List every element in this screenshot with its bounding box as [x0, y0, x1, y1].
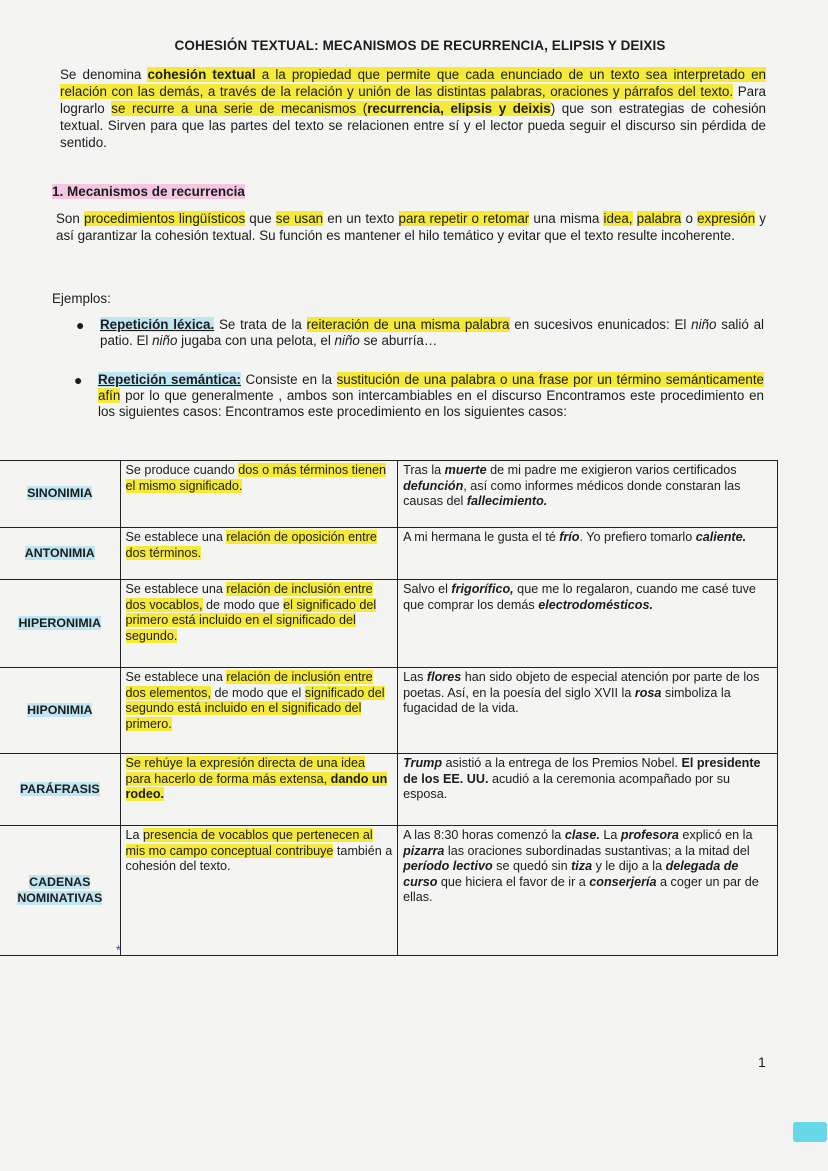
definition-cell [120, 580, 398, 668]
ex-keyword: tiza [571, 859, 593, 873]
table-row [0, 668, 778, 754]
ex-text: Salvo el [403, 582, 452, 596]
recur-highlight: idea, [603, 211, 633, 226]
bullet-text: jugaba con una pelota, el [177, 333, 335, 348]
recur-text: o [681, 211, 698, 226]
ex-text: a coger un par de ellas. [403, 874, 759, 904]
example-cell [398, 826, 778, 956]
row-label-cadenas-nominativas [0, 826, 120, 956]
ex-keyword: frío [559, 530, 580, 544]
def-highlight: presencia de vocablos que pertenecen al mis mo campo conceptual contribuye [125, 828, 373, 858]
definition-cell [120, 461, 398, 528]
bullet-semantic-repetition [74, 372, 764, 420]
def-highlight-bold: dando un rodeo. [125, 771, 388, 801]
def-text: Se establece una [125, 670, 227, 684]
def-highlight: relación de oposición entre dos términos. [125, 530, 377, 560]
definition-cell [120, 668, 398, 754]
def-highlight: dos o más términos tienen el mismo significado. [125, 463, 386, 493]
page-number: 1 [758, 1054, 766, 1070]
def-highlight: relación de inclusión entre dos vocablos, [125, 582, 373, 612]
def-text: Se produce cuando [125, 463, 239, 477]
ex-keyword: clase. [564, 828, 600, 842]
ex-text: A mi hermana le gusta el té [403, 530, 560, 544]
bullet-text: salió al patio. El [100, 317, 765, 348]
bullet-text: en sucesivos enunicados: El [509, 317, 692, 332]
row-label-text: ANTONIMIA [24, 545, 95, 560]
recur-highlight: palabra [636, 211, 682, 226]
bullet-italic: niño [334, 333, 360, 348]
ex-text: Las [403, 670, 427, 684]
bullet-dot-icon: ● [74, 372, 83, 388]
row-label-parafrasis [0, 754, 120, 826]
intro-text: Para lograrlo [60, 84, 766, 116]
row-label-text: PARÁFRASIS [19, 781, 100, 796]
ex-keyword: profesora [620, 828, 679, 842]
table-row [0, 826, 778, 956]
ex-text: La [599, 828, 621, 842]
ex-text: que me lo regalaron, cuando me casé tuve que comprar los demás [403, 582, 756, 612]
bullet-lexical-repetition [76, 317, 765, 349]
bullet-highlight: sustitución de una palabra o una frase por un término semánticamente afín [98, 372, 764, 403]
def-text: de modo que [202, 597, 284, 612]
intro-text: ) que son estrategias de cohesión textual. Sirven para que las partes del texto se relacionen entre sí y el lector pueda seguir el discurso sin pérdida de sentido. [60, 101, 766, 150]
intro-highlight: se recurre a una serie de mecanismos ( [111, 101, 368, 116]
bullet-text: Consiste en la [240, 372, 337, 387]
ex-keyword: conserjería [589, 874, 657, 889]
ex-keyword: caliente. [695, 530, 747, 544]
def-text: La [125, 828, 144, 842]
definition-cell [120, 754, 398, 826]
ex-keyword: pizarra [403, 843, 445, 858]
bullet-text: Se trata de la [214, 317, 307, 332]
row-label-text: NOMINATIVAS [17, 890, 103, 905]
definition-cell [120, 826, 398, 956]
bullet-italic: niño [691, 317, 717, 332]
definition-cell [120, 528, 398, 580]
ex-text: , así como informes médicos donde constaran las causas del [403, 478, 741, 508]
intro-paragraph [60, 66, 766, 151]
recur-text: Son [56, 211, 84, 226]
recur-text: y así garantizar la cohesión textual. Su función es mantener el hilo temático y evitar que el texto resulte incoherente. [56, 211, 766, 243]
ex-keyword: defunción [403, 478, 464, 493]
row-label-sinonimia [0, 461, 120, 528]
example-cell [398, 580, 778, 668]
recur-highlight: se usan [275, 211, 324, 226]
ex-text: . Yo prefiero tomarlo [579, 530, 696, 544]
ex-keyword: rosa [634, 685, 662, 700]
recurrence-paragraph [56, 210, 766, 244]
ex-text: y le dijo a la [592, 859, 666, 873]
ex-keyword-bold: El presidente de los EE. UU. [403, 756, 761, 786]
ex-text: han sido objeto de especial atención por parte de los poetas. Así, en la poesía del siglo XVII la [403, 670, 760, 700]
row-label-text: HIPONIMIA [27, 702, 93, 717]
intro-highlight-term: cohesión textual [147, 67, 256, 82]
def-text: Se establece una [125, 530, 227, 544]
ex-keyword: flores [426, 670, 462, 684]
def-highlight: el significado del primero está incluido en el significado del segundo. [125, 597, 377, 643]
def-text: también a cohesión del texto. [125, 843, 393, 873]
bullet-term: Repetición semántica: [98, 372, 241, 387]
bullet-italic: niño [152, 333, 178, 348]
intro-highlight-mechanisms: recurrencia, elipsis y deixis [367, 101, 551, 116]
ex-keyword: electrodomésticos. [538, 597, 653, 612]
example-cell [398, 668, 778, 754]
ex-text: las oraciones subordinadas sustantivas; a la mitad del [444, 843, 750, 858]
def-highlight: Se rehúye la expresión directa de una idea para hacerlo de forma más extensa, [125, 756, 365, 786]
section-heading-text: 1. Mecanismos de recurrencia [52, 184, 245, 199]
mechanisms-table [0, 460, 778, 956]
recur-text: una misma [529, 211, 604, 226]
ex-keyword: muerte [444, 463, 487, 477]
ex-text: que hiciera el favor de ir a [437, 874, 590, 889]
recur-text: en un texto [323, 211, 399, 226]
intro-text: Se denomina [60, 67, 148, 82]
def-highlight: relación de inclusión entre dos elementos, [125, 670, 373, 700]
ex-text: de mi padre me exigieron varios certificados [486, 463, 737, 477]
def-text: Se establece una [125, 582, 227, 596]
recur-highlight: expresión [697, 211, 756, 226]
ex-text: asistió a la entrega de los Premios Nobel. [442, 756, 682, 770]
table-row [0, 580, 778, 668]
row-label-text: SINONIMIA [27, 486, 93, 501]
ex-text: simboliza la fugacidad de la vida. [403, 685, 731, 715]
bullet-text: se aburría… [359, 333, 438, 348]
table-row [0, 461, 778, 528]
ex-text: A las 8:30 horas comenzó la [403, 828, 565, 842]
bullet-dot-icon: ● [76, 317, 85, 333]
def-highlight: significado del segundo está incluido en el significado del primero. [125, 685, 385, 731]
ex-text: acudió a la ceremonia acompañado por su esposa. [403, 771, 731, 801]
bullet-term: Repetición léxica. [100, 317, 215, 332]
section-heading-recurrence [52, 184, 245, 199]
intro-highlight: a la propiedad que permite que cada enunciado de un texto sea interpretado en relación con las demás, a través de la relación y unión de las distintas palabras, oraciones y párrafos del texto. [60, 67, 766, 99]
row-label-hiponimia [0, 668, 120, 754]
example-cell [398, 754, 778, 826]
examples-label: Ejemplos: [52, 291, 111, 306]
handwritten-asterisk: * [116, 943, 121, 957]
ex-text: Tras la [403, 463, 445, 477]
ex-keyword: fallecimiento. [466, 494, 548, 508]
ex-keyword: Trump [403, 756, 443, 770]
table-row [0, 528, 778, 580]
ex-keyword: frigorífico, [451, 582, 514, 596]
def-text: de modo que el [210, 685, 305, 700]
recur-text: que [245, 211, 276, 226]
example-cell [398, 528, 778, 580]
ex-text: se quedó sin [492, 859, 572, 873]
page-title: COHESIÓN TEXTUAL: MECANISMOS DE RECURRENCIA, ELIPSIS Y DEIXIS [174, 38, 666, 53]
recur-highlight: para repetir o retomar [398, 211, 530, 226]
ex-text: explicó en la [678, 828, 753, 842]
ex-keyword: delegada de curso [403, 859, 739, 889]
ex-keyword: período lectivo [403, 859, 493, 873]
bullet-highlight: reiteración de una misma palabra [306, 317, 510, 332]
bullet-text: por lo que generalmente , ambos son intercambiables en el discurso Encontramos este procedimiento en los siguientes casos: Encontramos este procedimiento en los siguientes casos: [98, 388, 764, 419]
table-row [0, 754, 778, 826]
example-cell [398, 461, 778, 528]
recur-highlight: procedimientos lingüísticos [83, 211, 246, 226]
row-label-text: HIPERONIMIA [18, 615, 102, 630]
highlighter-mark [793, 1122, 827, 1142]
row-label-antonimia [0, 528, 120, 580]
row-label-text: CADENAS [29, 875, 91, 889]
row-label-hiperonimia [0, 580, 120, 668]
